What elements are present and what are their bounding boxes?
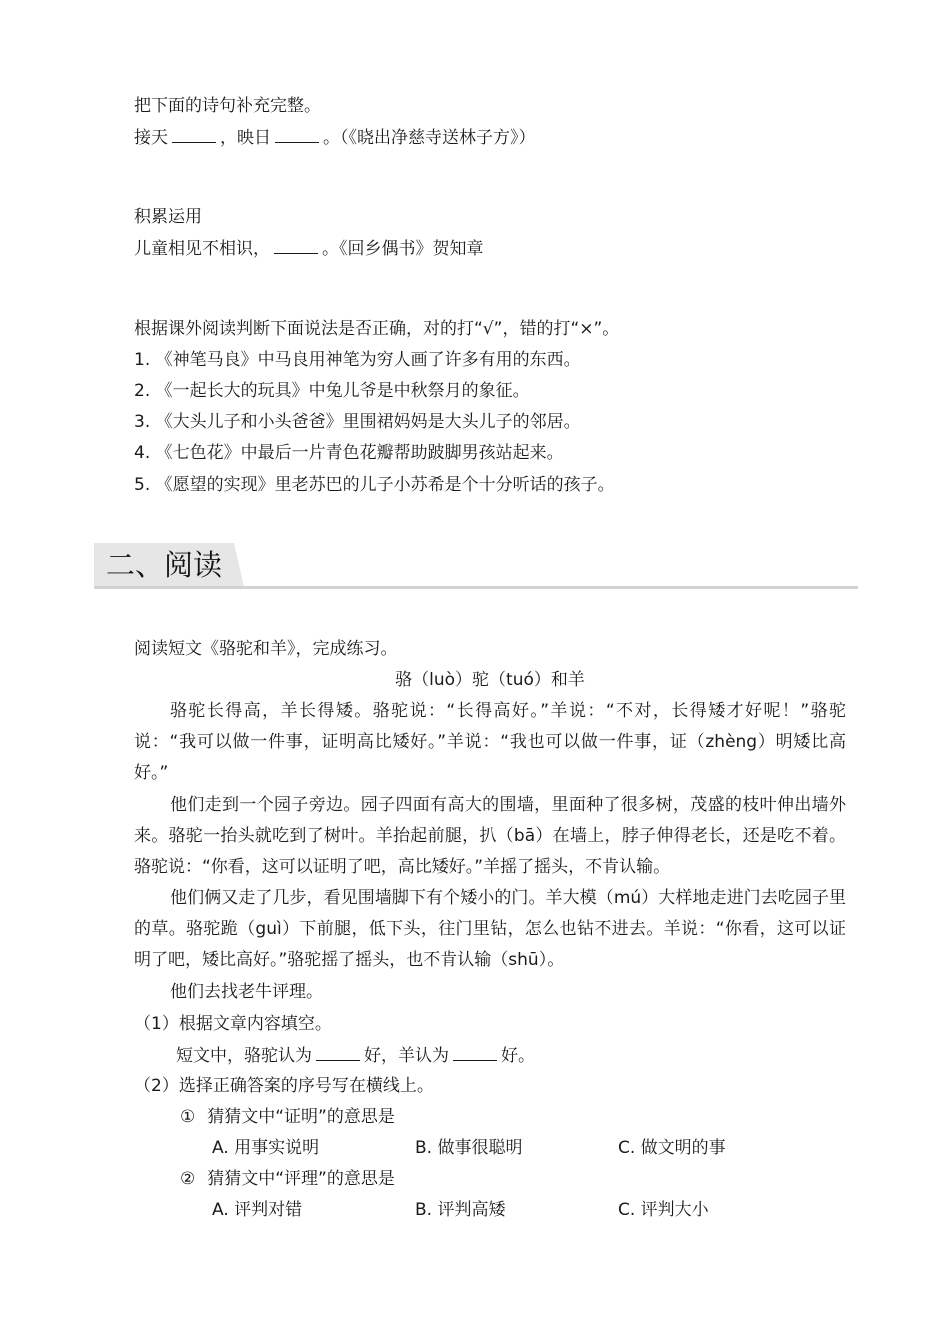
- judge-item: 5. 《愿望的实现》里老苏巴的儿子小苏希是个十分听话的孩子。: [134, 475, 615, 495]
- option[interactable]: C. 做文明的事: [618, 1138, 726, 1158]
- answer-blank[interactable]: [274, 237, 318, 254]
- reading-title-text: 骆（luò）驼（tuó）和羊: [395, 670, 585, 690]
- judge-item: 1. 《神笔马良》中马良用神笔为穷人画了许多有用的东西。: [134, 350, 581, 370]
- sub-question-number: ①: [180, 1107, 196, 1127]
- option[interactable]: A. 评判对错: [212, 1200, 303, 1220]
- reading-q1-text-a: 短文中，骆驼认为: [176, 1046, 312, 1066]
- reading-instruction: 阅读短文《骆驼和羊》，完成练习。: [134, 639, 398, 659]
- reading-q1-fill-line: [176, 1044, 535, 1067]
- sub-question-number: ②: [180, 1169, 196, 1189]
- reading-paragraph: 他们俩又走了几步，看见围墙脚下有个矮小的门。羊大模（mú）大样地走进门去吃园子里的草。骆驼跪（guì）下前腿，低下头，往门里钻，怎么也钻不进去。羊说：“你看，这可以证明了吧，矮比高好。”骆驼摇了摇头，也不肯认输（shū）。: [134, 888, 846, 971]
- poem-text-c: 。（《晓出净慈寺送林子方》）: [323, 128, 536, 148]
- reading-paragraph: 他们去找老牛评理。: [170, 982, 323, 1002]
- option[interactable]: C. 评判大小: [618, 1200, 709, 1220]
- answer-blank[interactable]: [172, 126, 216, 143]
- answer-blank[interactable]: [275, 126, 319, 143]
- reading-paragraph: 他们走到一个园子旁边。园子四面有高大的围墙，里面种了很多树，茂盛的枝叶伸出墙外来。骆驼一抬头就吃到了树叶。羊抬起前腿，扒（bā）在墙上，脖子伸得老长，还是吃不着。骆驼说：“你看，这可以证明了吧，高比矮好。”羊摇了摇头，不肯认输。: [134, 795, 846, 878]
- poem-fill-line: [134, 126, 536, 149]
- sub-question-text: 猜猜文中“证明”的意思是: [207, 1107, 395, 1127]
- section-divider: [94, 586, 858, 589]
- sub-question-text: 猜猜文中“评理”的意思是: [207, 1169, 395, 1189]
- poem-text-a: 接天: [134, 128, 168, 148]
- judge-instruction: 根据课外阅读判断下面说法是否正确，对的打“√”，错的打“×”。: [134, 319, 620, 339]
- accumulation-fill-line: [134, 237, 484, 260]
- accumulation-text-b: 。《回乡偶书》贺知章: [322, 239, 484, 259]
- sub-question: [180, 1106, 395, 1128]
- reading-q1-text-c: 好。: [501, 1046, 535, 1066]
- poem-instruction: 把下面的诗句补充完整。: [134, 96, 321, 116]
- reading-title: [0, 669, 950, 691]
- accumulation-heading: 积累运用: [134, 207, 202, 227]
- accumulation-text-a: 儿童相见不相识，: [134, 239, 270, 259]
- reading-q1-text-b: 好，羊认为: [364, 1046, 449, 1066]
- option[interactable]: A. 用事实说明: [212, 1138, 320, 1158]
- answer-blank[interactable]: [453, 1044, 497, 1061]
- section-header: [94, 543, 858, 589]
- answer-blank[interactable]: [316, 1044, 360, 1061]
- judge-item: 3. 《大头儿子和小头爸爸》里围裙妈妈是大头儿子的邻居。: [134, 412, 581, 432]
- reading-paragraph: 骆驼长得高，羊长得矮。骆驼说：“长得高好。”羊说：“不对，长得矮才好呢！”骆驼说：“我可以做一件事，证明高比矮好。”羊说：“我也可以做一件事，证（zhèng）明矮比高好。”: [134, 701, 846, 784]
- judge-item: 4. 《七色花》中最后一片青色花瓣帮助跛脚男孩站起来。: [134, 443, 564, 463]
- reading-q1-label: （1）根据文章内容填空。: [134, 1014, 332, 1034]
- section-title: 二、阅读: [106, 548, 223, 582]
- option[interactable]: B. 评判高矮: [415, 1200, 506, 1220]
- reading-q2-label: （2）选择正确答案的序号写在横线上。: [134, 1076, 434, 1096]
- judge-item: 2. 《一起长大的玩具》中兔儿爷是中秋祭月的象征。: [134, 381, 530, 401]
- sub-question: [180, 1168, 395, 1190]
- poem-text-b: ，映日: [220, 128, 271, 148]
- option[interactable]: B. 做事很聪明: [415, 1138, 523, 1158]
